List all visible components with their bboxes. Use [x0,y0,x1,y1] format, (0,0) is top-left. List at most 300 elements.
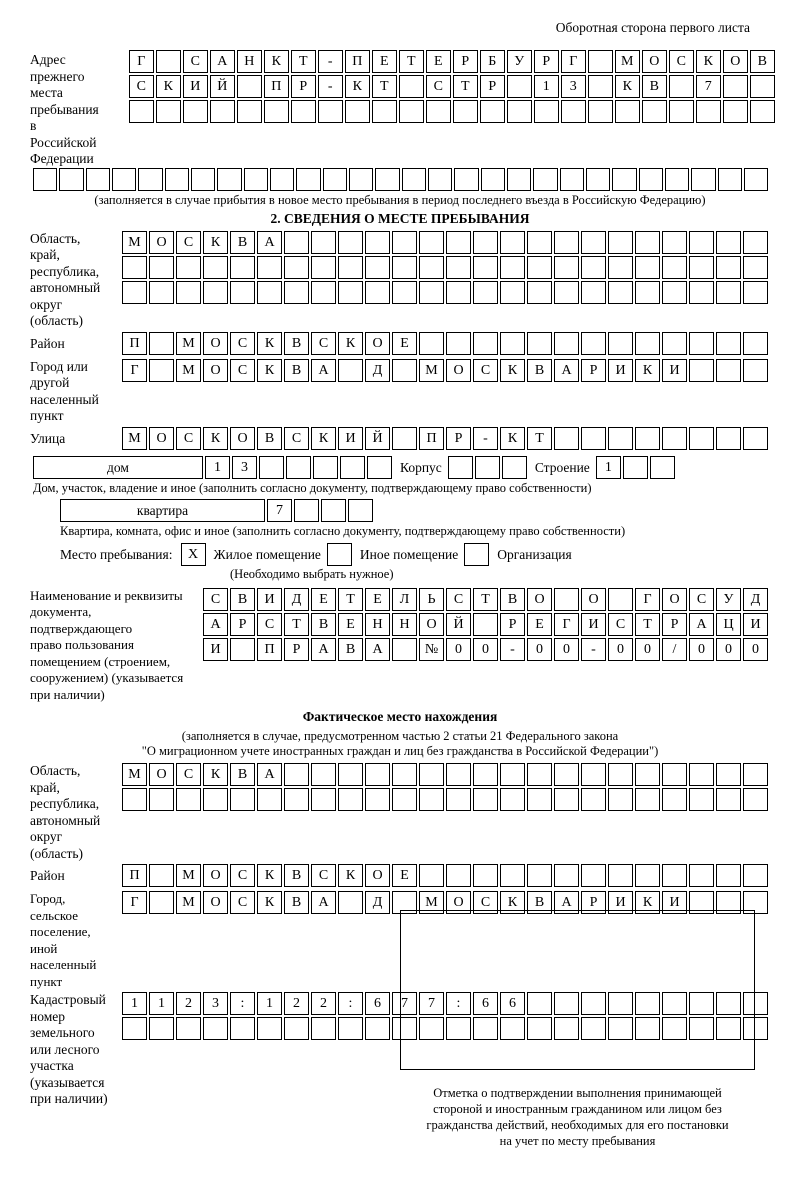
char-cell[interactable] [365,1017,390,1040]
char-cell[interactable] [554,588,579,611]
char-cell[interactable]: Р [534,50,559,73]
char-cell[interactable]: П [122,332,147,355]
char-cell[interactable] [473,763,498,786]
char-cell[interactable] [534,100,559,123]
char-cell[interactable]: М [176,332,201,355]
char-cell[interactable]: К [257,864,282,887]
char-cell[interactable]: С [426,75,451,98]
char-cell[interactable]: К [500,891,525,914]
char-cell[interactable] [340,456,365,479]
char-cell[interactable]: 3 [561,75,586,98]
char-cell[interactable] [716,427,741,450]
char-cell[interactable] [635,332,660,355]
char-cell[interactable]: П [419,427,444,450]
char-cell[interactable]: К [203,231,228,254]
char-cell[interactable]: : [446,992,471,1015]
char-cell[interactable]: А [257,763,282,786]
char-cell[interactable] [446,281,471,304]
char-cell[interactable]: П [122,864,147,887]
char-cell[interactable] [311,1017,336,1040]
char-cell[interactable] [446,788,471,811]
char-cell[interactable]: : [338,992,363,1015]
char-cell[interactable] [608,588,633,611]
char-cell[interactable] [428,168,452,191]
char-cell[interactable] [446,763,471,786]
char-cell[interactable] [608,231,633,254]
char-cell[interactable] [669,100,694,123]
char-cell[interactable]: С [230,891,255,914]
char-cell[interactable] [176,1017,201,1040]
char-cell[interactable] [399,100,424,123]
char-cell[interactable]: / [662,638,687,661]
char-cell[interactable]: К [257,891,282,914]
char-cell[interactable] [419,763,444,786]
char-cell[interactable] [392,427,417,450]
char-cell[interactable]: Т [473,588,498,611]
char-cell[interactable] [689,763,714,786]
char-cell[interactable]: 3 [232,456,257,479]
char-cell[interactable]: А [203,613,228,636]
char-cell[interactable] [149,788,174,811]
char-cell[interactable] [318,100,343,123]
char-cell[interactable]: Р [480,75,505,98]
char-cell[interactable]: К [696,50,721,73]
char-cell[interactable]: Д [365,891,390,914]
char-cell[interactable]: С [176,763,201,786]
char-cell[interactable]: А [311,891,336,914]
char-cell[interactable] [311,231,336,254]
char-cell[interactable]: 1 [257,992,282,1015]
char-cell[interactable] [338,1017,363,1040]
char-cell[interactable]: М [615,50,640,73]
char-cell[interactable]: Н [392,613,417,636]
char-cell[interactable]: 0 [608,638,633,661]
char-cell[interactable]: Г [635,588,660,611]
char-cell[interactable]: А [210,50,235,73]
char-cell[interactable]: 2 [284,992,309,1015]
char-cell[interactable] [588,100,613,123]
char-cell[interactable]: С [689,588,714,611]
char-cell[interactable] [554,864,579,887]
char-cell[interactable]: Й [446,613,471,636]
char-cell[interactable]: 7 [267,499,292,522]
char-cell[interactable]: 3 [203,992,228,1015]
char-cell[interactable] [716,332,741,355]
char-cell[interactable] [500,231,525,254]
char-cell[interactable]: В [311,613,336,636]
char-cell[interactable] [689,256,714,279]
char-cell[interactable] [365,281,390,304]
char-cell[interactable]: 1 [149,992,174,1015]
char-cell[interactable]: 7 [419,992,444,1015]
char-cell[interactable] [500,864,525,887]
char-cell[interactable] [743,864,768,887]
char-cell[interactable]: И [662,359,687,382]
char-cell[interactable] [716,359,741,382]
char-cell[interactable]: № [419,638,444,661]
char-cell[interactable] [375,168,399,191]
char-cell[interactable] [183,100,208,123]
char-cell[interactable] [392,788,417,811]
char-cell[interactable] [750,75,775,98]
char-cell[interactable]: О [446,891,471,914]
char-cell[interactable] [419,864,444,887]
char-cell[interactable] [338,281,363,304]
char-cell[interactable]: М [176,359,201,382]
char-cell[interactable]: И [608,891,633,914]
char-cell[interactable]: Р [453,50,478,73]
char-cell[interactable] [286,456,311,479]
char-cell[interactable] [294,499,319,522]
char-cell[interactable] [581,763,606,786]
char-cell[interactable] [338,256,363,279]
char-cell[interactable]: А [257,231,282,254]
char-cell[interactable]: С [284,427,309,450]
char-cell[interactable]: Р [662,613,687,636]
char-cell[interactable]: В [284,332,309,355]
char-cell[interactable] [635,427,660,450]
char-cell[interactable]: Т [399,50,424,73]
char-cell[interactable] [527,763,552,786]
char-cell[interactable]: О [203,332,228,355]
char-cell[interactable] [581,788,606,811]
char-cell[interactable] [500,788,525,811]
char-cell[interactable] [554,256,579,279]
char-cell[interactable] [500,332,525,355]
char-cell[interactable]: О [230,427,255,450]
char-cell[interactable]: И [743,613,768,636]
char-cell[interactable] [475,456,500,479]
char-cell[interactable] [716,231,741,254]
char-cell[interactable]: М [122,763,147,786]
char-cell[interactable]: 6 [365,992,390,1015]
char-cell[interactable] [743,763,768,786]
char-cell[interactable] [689,359,714,382]
char-cell[interactable]: М [176,891,201,914]
char-cell[interactable] [561,100,586,123]
char-cell[interactable] [149,864,174,887]
char-cell[interactable]: 0 [554,638,579,661]
char-cell[interactable]: О [203,891,228,914]
char-cell[interactable]: К [345,75,370,98]
char-cell[interactable] [581,864,606,887]
char-cell[interactable] [244,168,268,191]
char-cell[interactable] [365,788,390,811]
char-cell[interactable]: В [230,231,255,254]
char-cell[interactable] [257,281,282,304]
char-cell[interactable] [480,100,505,123]
char-cell[interactable] [662,864,687,887]
char-cell[interactable] [689,281,714,304]
char-cell[interactable] [217,168,241,191]
char-cell[interactable] [372,100,397,123]
char-cell[interactable] [716,763,741,786]
char-cell[interactable] [338,788,363,811]
char-cell[interactable] [581,427,606,450]
char-cell[interactable]: Е [392,332,417,355]
char-cell[interactable] [156,50,181,73]
char-cell[interactable]: М [122,231,147,254]
checkbox-inoe[interactable] [327,543,352,566]
char-cell[interactable] [502,456,527,479]
char-cell[interactable] [203,788,228,811]
char-cell[interactable]: О [203,864,228,887]
char-cell[interactable] [454,168,478,191]
char-cell[interactable]: О [365,864,390,887]
char-cell[interactable] [665,168,689,191]
char-cell[interactable]: С [183,50,208,73]
char-cell[interactable] [284,763,309,786]
char-cell[interactable]: 1 [205,456,230,479]
char-cell[interactable]: К [615,75,640,98]
char-cell[interactable]: Т [338,588,363,611]
char-cell[interactable] [500,256,525,279]
char-cell[interactable]: : [230,992,255,1015]
char-cell[interactable]: У [507,50,532,73]
char-cell[interactable] [321,499,346,522]
char-cell[interactable] [554,281,579,304]
char-cell[interactable] [635,864,660,887]
char-cell[interactable]: Е [372,50,397,73]
char-cell[interactable]: - [581,638,606,661]
char-cell[interactable]: М [419,891,444,914]
char-cell[interactable] [527,281,552,304]
char-cell[interactable]: К [156,75,181,98]
char-cell[interactable]: К [635,359,660,382]
char-cell[interactable] [446,864,471,887]
char-cell[interactable]: Т [453,75,478,98]
char-cell[interactable] [176,788,201,811]
char-cell[interactable]: М [419,359,444,382]
char-cell[interactable] [723,100,748,123]
char-cell[interactable] [500,763,525,786]
char-cell[interactable] [392,231,417,254]
char-cell[interactable]: С [129,75,154,98]
char-cell[interactable]: О [527,588,552,611]
char-cell[interactable] [527,332,552,355]
char-cell[interactable] [149,359,174,382]
char-cell[interactable]: И [257,588,282,611]
char-cell[interactable] [345,100,370,123]
char-cell[interactable] [191,168,215,191]
char-cell[interactable] [750,100,775,123]
char-cell[interactable] [149,1017,174,1040]
char-cell[interactable] [743,332,768,355]
char-cell[interactable] [581,231,606,254]
char-cell[interactable]: И [581,613,606,636]
char-cell[interactable]: П [257,638,282,661]
char-cell[interactable] [581,332,606,355]
char-cell[interactable]: А [311,359,336,382]
char-cell[interactable]: 0 [689,638,714,661]
char-cell[interactable] [615,100,640,123]
char-cell[interactable] [689,427,714,450]
char-cell[interactable]: 7 [392,992,417,1015]
char-cell[interactable] [284,281,309,304]
char-cell[interactable] [662,256,687,279]
char-cell[interactable]: С [473,891,498,914]
char-cell[interactable] [716,788,741,811]
char-cell[interactable] [635,763,660,786]
char-cell[interactable] [311,763,336,786]
char-cell[interactable] [473,332,498,355]
char-cell[interactable]: Е [311,588,336,611]
char-cell[interactable]: Л [392,588,417,611]
char-cell[interactable] [608,864,633,887]
char-cell[interactable] [716,281,741,304]
char-cell[interactable] [689,231,714,254]
char-cell[interactable]: Е [365,588,390,611]
char-cell[interactable]: Н [365,613,390,636]
char-cell[interactable] [608,332,633,355]
char-cell[interactable] [257,788,282,811]
char-cell[interactable]: В [750,50,775,73]
char-cell[interactable] [230,1017,255,1040]
char-cell[interactable] [446,332,471,355]
stamp-box[interactable] [400,910,755,1070]
char-cell[interactable]: 6 [500,992,525,1015]
char-cell[interactable] [149,891,174,914]
char-cell[interactable] [662,763,687,786]
char-cell[interactable]: О [149,427,174,450]
char-cell[interactable] [230,281,255,304]
char-cell[interactable]: К [338,332,363,355]
char-cell[interactable] [533,168,557,191]
char-cell[interactable] [338,231,363,254]
char-cell[interactable] [365,231,390,254]
char-cell[interactable]: Е [392,864,417,887]
char-cell[interactable]: Е [527,613,552,636]
char-cell[interactable] [662,788,687,811]
char-cell[interactable]: А [554,891,579,914]
char-cell[interactable] [426,100,451,123]
char-cell[interactable] [716,256,741,279]
char-cell[interactable]: Г [122,891,147,914]
char-cell[interactable]: Ц [716,613,741,636]
char-cell[interactable] [743,231,768,254]
char-cell[interactable]: 6 [473,992,498,1015]
char-cell[interactable]: С [230,332,255,355]
char-cell[interactable] [696,100,721,123]
char-cell[interactable]: О [149,231,174,254]
char-cell[interactable] [129,100,154,123]
char-cell[interactable] [203,1017,228,1040]
char-cell[interactable]: Г [129,50,154,73]
char-cell[interactable] [311,256,336,279]
char-cell[interactable]: Т [372,75,397,98]
char-cell[interactable]: Н [237,50,262,73]
char-cell[interactable] [138,168,162,191]
char-cell[interactable] [122,281,147,304]
char-cell[interactable] [86,168,110,191]
char-cell[interactable]: И [662,891,687,914]
char-cell[interactable]: 1 [534,75,559,98]
char-cell[interactable]: С [176,427,201,450]
char-cell[interactable]: С [176,231,201,254]
char-cell[interactable] [392,281,417,304]
char-cell[interactable]: - [473,427,498,450]
char-cell[interactable] [635,256,660,279]
char-cell[interactable]: К [635,891,660,914]
char-cell[interactable] [554,332,579,355]
char-cell[interactable]: 0 [446,638,471,661]
char-cell[interactable]: В [284,359,309,382]
char-cell[interactable] [639,168,663,191]
char-cell[interactable] [743,256,768,279]
char-cell[interactable]: О [203,359,228,382]
char-cell[interactable]: С [203,588,228,611]
char-cell[interactable] [635,281,660,304]
char-cell[interactable] [203,256,228,279]
char-cell[interactable]: А [554,359,579,382]
char-cell[interactable] [112,168,136,191]
char-cell[interactable]: М [176,864,201,887]
char-cell[interactable] [723,75,748,98]
char-cell[interactable] [689,332,714,355]
char-cell[interactable]: Д [284,588,309,611]
char-cell[interactable]: С [446,588,471,611]
char-cell[interactable]: А [311,638,336,661]
char-cell[interactable]: Е [426,50,451,73]
char-cell[interactable] [284,231,309,254]
char-cell[interactable]: В [527,891,552,914]
char-cell[interactable] [122,788,147,811]
char-cell[interactable]: Р [446,427,471,450]
char-cell[interactable] [122,1017,147,1040]
char-cell[interactable] [669,75,694,98]
char-cell[interactable] [500,281,525,304]
char-cell[interactable] [399,75,424,98]
char-cell[interactable] [419,231,444,254]
char-cell[interactable] [588,75,613,98]
char-cell[interactable]: П [345,50,370,73]
char-cell[interactable] [365,256,390,279]
char-cell[interactable] [650,456,675,479]
char-cell[interactable] [59,168,83,191]
char-cell[interactable] [338,763,363,786]
char-cell[interactable] [237,100,262,123]
char-cell[interactable] [284,256,309,279]
char-cell[interactable]: К [203,427,228,450]
char-cell[interactable]: С [257,613,282,636]
char-cell[interactable] [446,256,471,279]
char-cell[interactable] [338,891,363,914]
char-cell[interactable] [554,231,579,254]
char-cell[interactable] [348,499,373,522]
char-cell[interactable] [419,788,444,811]
char-cell[interactable]: И [608,359,633,382]
char-cell[interactable] [149,281,174,304]
char-cell[interactable] [588,50,613,73]
char-cell[interactable] [608,281,633,304]
char-cell[interactable] [635,231,660,254]
char-cell[interactable] [149,256,174,279]
char-cell[interactable] [743,281,768,304]
char-cell[interactable] [149,332,174,355]
char-cell[interactable]: Р [284,638,309,661]
char-cell[interactable] [176,281,201,304]
char-cell[interactable] [338,359,363,382]
char-cell[interactable] [402,168,426,191]
char-cell[interactable]: Т [527,427,552,450]
char-cell[interactable] [527,231,552,254]
char-cell[interactable] [284,788,309,811]
char-cell[interactable]: И [183,75,208,98]
char-cell[interactable]: О [662,588,687,611]
char-cell[interactable] [718,168,742,191]
char-cell[interactable]: С [311,332,336,355]
char-cell[interactable] [473,613,498,636]
